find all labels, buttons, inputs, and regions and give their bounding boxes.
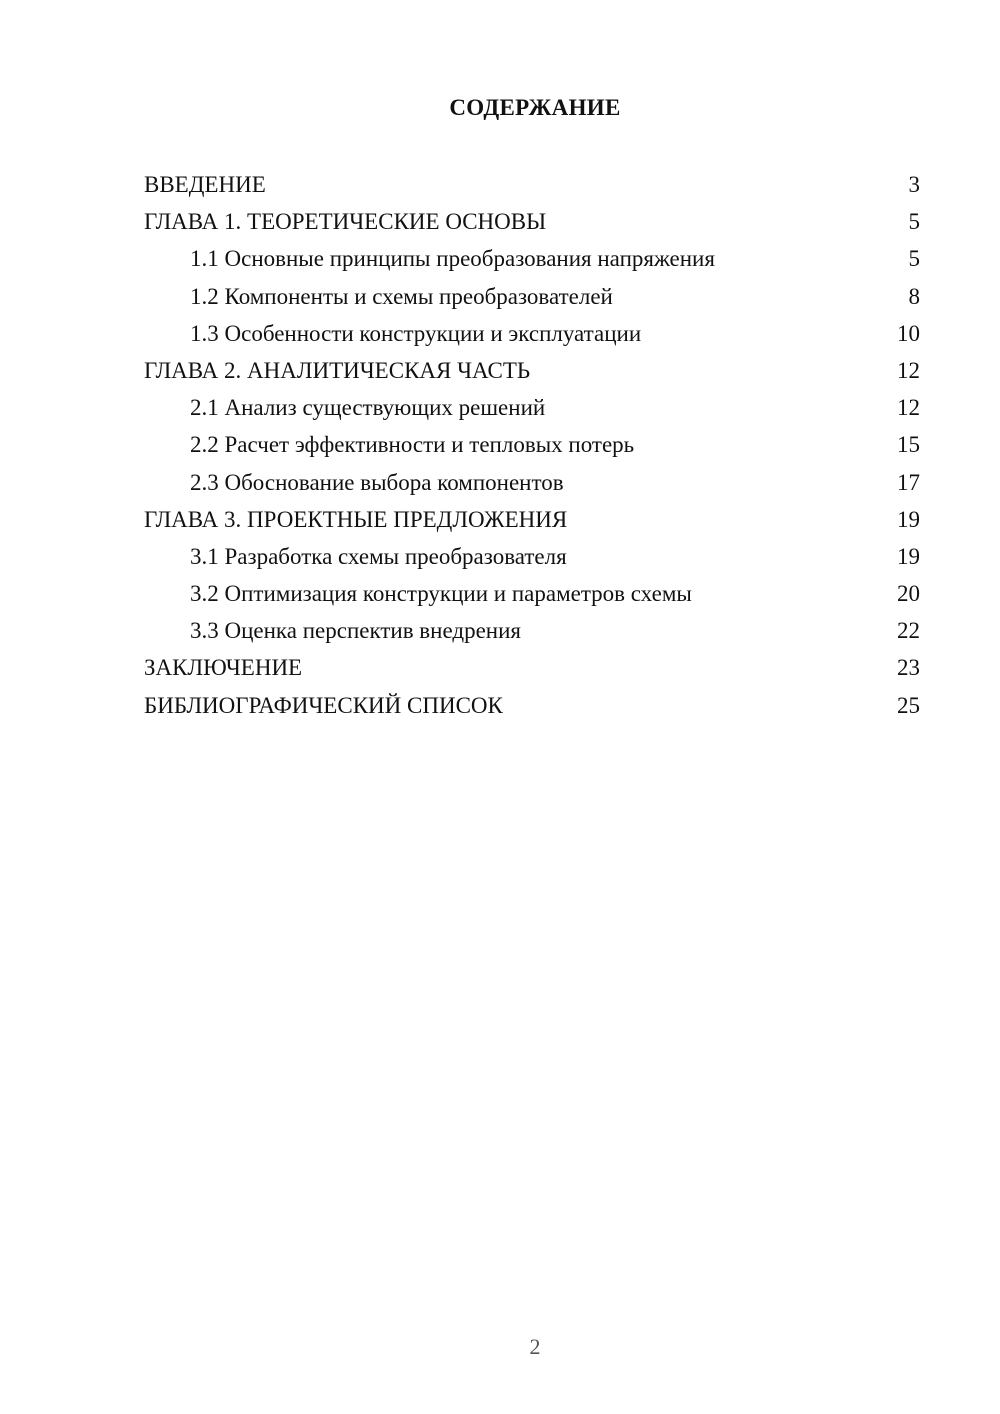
toc-entry-page: 19 xyxy=(897,543,920,569)
toc-entry-label: 1.3 Особенности конструкции и эксплуатации xyxy=(190,320,642,346)
toc-entry-page: 12 xyxy=(897,395,920,421)
toc-entry-label: 1.1 Основные принципы преобразования напряжения xyxy=(190,246,715,272)
toc-entry-introduction[interactable] xyxy=(144,166,920,203)
toc-entry-label: ГЛАВА 3. ПРОЕКТНЫЕ ПРЕДЛОЖЕНИЯ xyxy=(144,506,568,532)
toc-entry-label: ГЛАВА 1. ТЕОРЕТИЧЕСКИЕ ОСНОВЫ xyxy=(144,209,547,235)
toc-entry-page: 20 xyxy=(897,581,920,607)
toc-entry-label: ВВЕДЕНИЕ xyxy=(144,172,266,197)
toc-entry-page: 25 xyxy=(897,692,920,718)
toc-entry-page: 10 xyxy=(897,320,920,346)
toc-entry-conclusion[interactable] xyxy=(144,649,920,686)
toc-entry-label: БИБЛИОГРАФИЧЕСКИЙ СПИСОК xyxy=(144,692,503,718)
page-number: 2 xyxy=(529,1334,541,1359)
toc-entry-page: 17 xyxy=(897,469,920,495)
table-of-contents xyxy=(144,166,920,724)
toc-entry-section-3-3[interactable] xyxy=(144,612,920,649)
toc-entry-chapter-2[interactable] xyxy=(144,352,920,389)
toc-entry-label: 1.2 Компоненты и схемы преобразователей xyxy=(190,283,613,309)
toc-entry-page: 5 xyxy=(908,246,920,272)
toc-entry-label: 2.2 Расчет эффективности и тепловых потерь xyxy=(190,432,635,458)
toc-entry-bibliography[interactable] xyxy=(144,687,920,724)
toc-entry-section-2-1[interactable] xyxy=(144,389,920,426)
toc-entry-label: 3.2 Оптимизация конструкции и параметров схемы xyxy=(190,581,692,607)
toc-entry-page: 12 xyxy=(897,357,920,383)
toc-entry-page: 23 xyxy=(897,655,920,681)
toc-entry-chapter-3[interactable] xyxy=(144,501,920,538)
toc-entry-page: 15 xyxy=(897,432,920,458)
toc-entry-section-3-1[interactable] xyxy=(144,538,920,575)
toc-entry-section-1-3[interactable] xyxy=(144,315,920,352)
toc-entry-section-1-2[interactable] xyxy=(144,278,920,315)
toc-entry-section-2-2[interactable] xyxy=(144,426,920,463)
toc-entry-page: 5 xyxy=(908,209,920,235)
toc-entry-section-1-1[interactable] xyxy=(144,240,920,277)
toc-entry-section-2-3[interactable] xyxy=(144,464,920,501)
toc-entry-section-3-2[interactable] xyxy=(144,575,920,612)
toc-title: СОДЕРЖАНИЕ xyxy=(449,95,621,120)
toc-entry-page: 19 xyxy=(897,506,920,532)
toc-entry-label: 2.3 Обоснование выбора компонентов xyxy=(190,469,564,495)
toc-entry-page: 3 xyxy=(908,172,920,197)
toc-entry-label: 3.3 Оценка перспектив внедрения xyxy=(190,618,521,644)
toc-entry-label: ЗАКЛЮЧЕНИЕ xyxy=(144,655,303,681)
toc-entry-page: 8 xyxy=(908,283,920,309)
toc-entry-chapter-1[interactable] xyxy=(144,203,920,240)
toc-entry-label: 2.1 Анализ существующих решений xyxy=(190,395,546,421)
toc-entry-page: 22 xyxy=(897,618,920,644)
toc-entry-label: 3.1 Разработка схемы преобразователя xyxy=(190,543,567,569)
toc-entry-label: ГЛАВА 2. АНАЛИТИЧЕСКАЯ ЧАСТЬ xyxy=(144,357,531,383)
